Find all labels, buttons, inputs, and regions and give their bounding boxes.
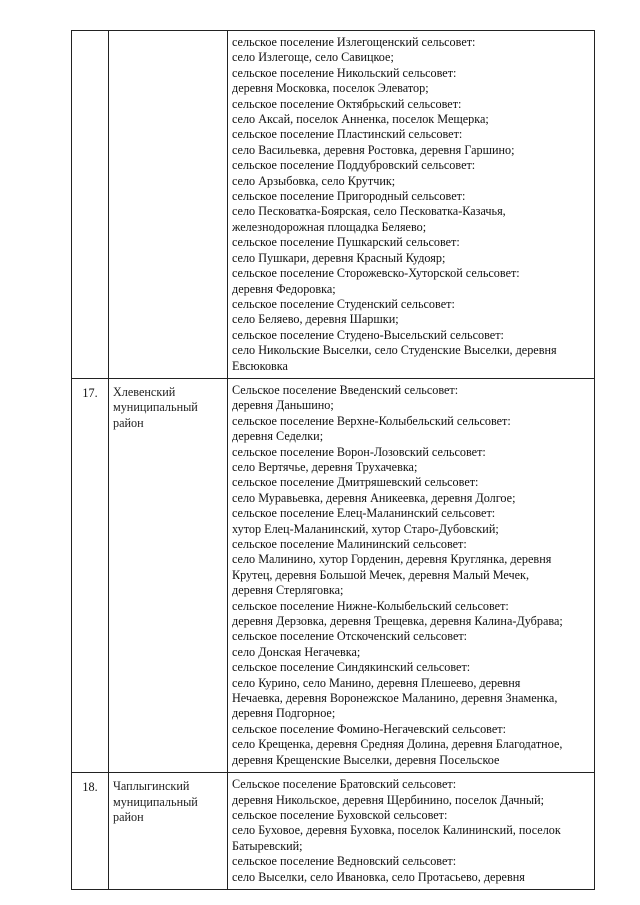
- settlement-line: Батыревский;: [232, 838, 303, 853]
- settlement-line: деревня Седелки;: [232, 429, 324, 444]
- settlement-line: сельское поселение Ворон-Лозовский сельсовет:: [232, 444, 486, 459]
- settlement-line: сельское поселение Сторожевско-Хуторской сельсовет:: [232, 266, 520, 281]
- settlement-line: сельское поселение Излегощенский сельсовет:: [232, 35, 476, 49]
- settlement-line: село Вертячье, деревня Трухачевка;: [232, 459, 418, 474]
- settlement-line: железнодорожная площадка Беляево;: [232, 219, 427, 234]
- table-row: [72, 31, 595, 379]
- table-body: [72, 31, 595, 890]
- settlement-line: деревня Стерляговка;: [232, 583, 344, 598]
- settlement-line: село Муравьевка, деревня Аникеевка, деревня Долгое;: [232, 490, 516, 505]
- table-row: [72, 378, 595, 772]
- settlement-line: деревня Даньшино;: [232, 398, 334, 413]
- settlement-line: сельское поселение Пушкарский сельсовет:: [232, 235, 460, 250]
- row-number-cell: [72, 378, 109, 772]
- settlement-line: сельское поселение Отскоченский сельсовет:: [232, 629, 468, 644]
- settlements-cell: [228, 378, 595, 772]
- settlement-line: Крутец, деревня Большой Мечек, деревня Малый Мечек,: [232, 567, 530, 582]
- settlement-line: сельское поселение Студено-Высельский сельсовет:: [232, 327, 504, 342]
- settlement-line: Сельское поселение Братовский сельсовет:: [232, 777, 457, 792]
- row-number: [72, 31, 108, 37]
- settlement-line: сельское поселение Пластинский сельсовет:: [232, 127, 463, 142]
- settlement-line: Нечаевка, деревня Воронежское Маланино, деревня Знаменка,: [232, 691, 558, 706]
- table-row: [72, 773, 595, 890]
- row-number-cell: [72, 773, 109, 890]
- settlements-list: [228, 773, 594, 889]
- settlement-line: деревня Никольское, деревня Щербинино, поселок Дачный;: [232, 792, 545, 807]
- settlement-line: Евсюковка: [232, 358, 288, 373]
- settlement-line: село Малинино, хутор Горденин, деревня Круглянка, деревня: [232, 552, 552, 567]
- row-number-cell: [72, 31, 109, 379]
- district-cell: [109, 773, 228, 890]
- settlement-line: село Арзыбовка, село Крутчик;: [232, 173, 396, 188]
- settlement-line: сельское поселение Дмитряшевский сельсовет:: [232, 475, 479, 490]
- settlements-cell: [228, 31, 595, 379]
- settlement-line: село Выселки, село Ивановка, село Протасьево, деревня: [232, 869, 525, 884]
- settlement-line: село Никольские Выселки, село Студенские Выселки, деревня: [232, 343, 557, 358]
- settlement-line: село Пушкари, деревня Красный Кудояр;: [232, 250, 446, 265]
- settlement-line: деревня Подгорное;: [232, 706, 336, 721]
- settlement-line: деревня Дерзовка, деревня Трещевка, деревня Калина-Дубрава;: [232, 614, 563, 629]
- district-cell: [109, 31, 228, 379]
- settlement-line: деревня Московка, поселок Элеватор;: [232, 81, 429, 96]
- settlement-line: сельское поселение Буховской сельсовет:: [232, 807, 448, 822]
- settlement-line: село Курино, село Манино, деревня Плешеево, деревня: [232, 675, 521, 690]
- settlement-line: сельское поселение Поддубровский сельсовет:: [232, 158, 476, 173]
- settlement-line: сельское поселение Малининский сельсовет:: [232, 537, 467, 551]
- settlement-line: село Донская Негачевка;: [232, 644, 361, 659]
- settlements-table: [71, 30, 595, 890]
- settlement-line: сельское поселение Верхне-Колыбельский сельсовет:: [232, 413, 511, 428]
- settlements-list: [228, 31, 594, 378]
- settlement-line: сельское поселение Октябрьский сельсовет:: [232, 96, 462, 111]
- settlement-line: село Аксай, поселок Анненка, поселок Мещерка;: [232, 112, 489, 127]
- settlement-line: сельское поселение Никольский сельсовет:: [232, 65, 457, 80]
- settlement-line: сельское поселение Студенский сельсовет:: [232, 296, 455, 311]
- settlement-line: село Беляево, деревня Шаршки;: [232, 312, 399, 327]
- settlement-line: деревня Федоровка;: [232, 281, 336, 296]
- settlements-cell: [228, 773, 595, 890]
- settlement-line: хутор Елец-Маланинский, хутор Старо-Дубовский;: [232, 521, 499, 536]
- settlement-line: сельское поселение Нижне-Колыбельский сельсовет:: [232, 598, 509, 613]
- settlement-line: село Буховое, деревня Буховка, поселок Калининский, поселок: [232, 823, 561, 838]
- settlement-line: село Васильевка, деревня Ростовка, деревня Гаршино;: [232, 142, 515, 157]
- row-number: 18.: [82, 780, 98, 795]
- row-number: 17.: [82, 385, 98, 400]
- settlements-list: [228, 379, 594, 772]
- settlement-line: сельское поселение Синдякинский сельсовет:: [232, 660, 471, 675]
- district-name: Хлевенский муниципальный район: [113, 384, 198, 430]
- settlement-line: Сельское поселение Введенский сельсовет:: [232, 382, 459, 397]
- district-name: Чаплыгинский муниципальный район: [113, 779, 198, 825]
- settlement-line: деревня Крещенские Выселки, деревня Посельское: [232, 752, 500, 767]
- settlement-line: сельское поселение Ведновский сельсовет:: [232, 854, 457, 869]
- settlement-line: село Излегоще, село Савицкое;: [232, 50, 394, 65]
- settlement-line: село Песковатка-Боярская, село Песковатка-Казачья,: [232, 204, 506, 219]
- settlement-line: сельское поселение Елец-Маланинский сельсовет:: [232, 506, 496, 521]
- settlement-line: село Крещенка, деревня Средняя Долина, деревня Благодатное,: [232, 737, 563, 752]
- district-cell: [109, 378, 228, 772]
- settlement-line: сельское поселение Фомино-Негачевский сельсовет:: [232, 721, 506, 736]
- settlement-line: сельское поселение Пригородный сельсовет:: [232, 189, 466, 204]
- district-name: [109, 31, 227, 37]
